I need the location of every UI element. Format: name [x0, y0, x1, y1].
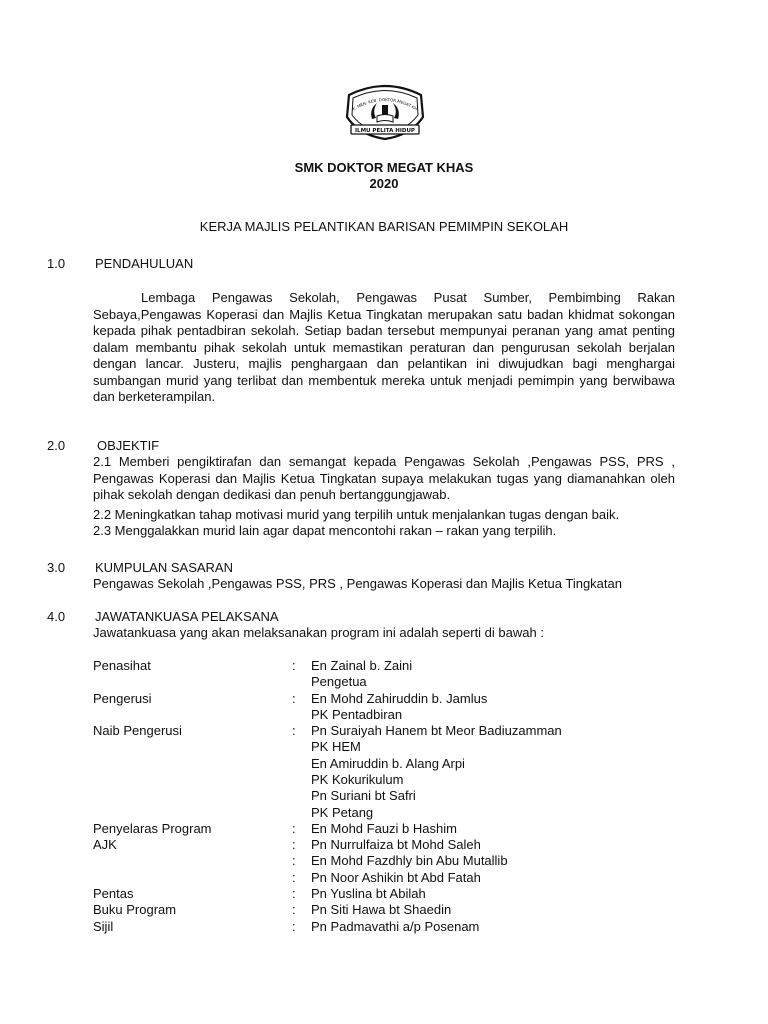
document-year: 2020: [369, 176, 399, 191]
committee-colon: :: [292, 886, 296, 901]
objective-2-1: 2.1 Memberi pengiktirafan dan semangat kepada Pengawas Sekolah ,Pengawas PSS, PRS , Pengawas Koperasi dan Majlis Ketua Tingkatan supaya melakukan tugas yang diamanahkan oleh pihak sekolah dengan dedikasi dan penuh bertanggungjawab.: [93, 454, 675, 502]
section-4-intro: Jawatankuasa yang akan melaksanakan program ini adalah seperti di bawah :: [93, 625, 544, 640]
section-3-number: 3.0: [47, 560, 66, 575]
committee-role: AJK: [93, 837, 117, 852]
section-1-title: PENDAHULUAN: [95, 256, 194, 271]
committee-member: En Mohd Fazdhly bin Abu Mutallib: [311, 853, 508, 868]
section-4-title: JAWATANKUASA PELAKSANA: [95, 609, 279, 624]
committee-colon: :: [292, 837, 296, 852]
logo-arc-text: K. MEN. KEB. DOKTOR MEGAT KH: [351, 96, 419, 112]
committee-role: Buku Program: [93, 902, 177, 917]
committee-member: En Mohd Fauzi b Hashim: [311, 821, 457, 836]
committee-position: PK Kokurikulum: [311, 772, 404, 787]
committee-colon: :: [292, 658, 296, 673]
committee-member: Pn Siti Hawa bt Shaedin: [311, 902, 452, 917]
committee-colon: :: [292, 919, 296, 934]
section-1-paragraph: Lembaga Pengawas Sekolah, Pengawas Pusat Sumber, Pembimbing Rakan Sebaya,Pengawas Koperasi dan Majlis Ketua Tingkatan merupakan satu badan khidmat sokongan kepada pihak pentadbiran sekolah. Setiap badan tersebut mempunyai peranan yang amat penting dalam membantu pihak sekolah untuk memastikan peraturan dan pengurusan sekolah berjalan dengan lancar. Justeru, majlis penghargaan dan pelantikan ini diwujudkan bagi menghargai sumbangan murid yang terlibat dan membentuk mereka untuk menjadi pemimpin yang berwibawa dan berketerampilan.: [93, 290, 675, 404]
logo-motto: ILMU PELITA HIDUP: [355, 128, 415, 134]
committee-member: En Zainal b. Zaini: [311, 658, 413, 673]
committee-role: Naib Pengerusi: [93, 723, 182, 738]
section-3-text: Pengawas Sekolah ,Pengawas PSS, PRS , Pengawas Koperasi dan Majlis Ketua Tingkatan: [93, 576, 622, 591]
committee-position: PK HEM: [311, 739, 361, 754]
objective-2-3: 2.3 Menggalakkan murid lain agar dapat mencontohi rakan – rakan yang terpilih.: [93, 523, 557, 538]
committee-member: Pn Suriani bt Safri: [311, 788, 416, 803]
committee-role: Penyelaras Program: [93, 821, 212, 836]
committee-position: PK Pentadbiran: [311, 707, 403, 722]
committee-role: Penasihat: [93, 658, 151, 673]
committee-member: En Mohd Zahiruddin b. Jamlus: [311, 691, 488, 706]
committee-member: Pn Noor Ashikin bt Abd Fatah: [311, 870, 481, 885]
committee-member: Pn Nurrulfaiza bt Mohd Saleh: [311, 837, 481, 852]
section-2-title: OBJEKTIF: [97, 438, 160, 453]
objective-2-2: 2.2 Meningkatkan tahap motivasi murid yang terpilih untuk menjalankan tugas dengan baik.: [93, 507, 620, 522]
committee-member: En Amiruddin b. Alang Arpi: [311, 756, 465, 771]
committee-colon: :: [292, 691, 296, 706]
committee-colon: :: [292, 870, 296, 885]
committee-position: PK Petang: [311, 805, 374, 820]
committee-member: Pn Padmavathi a/p Posenam: [311, 919, 480, 934]
school-crest-logo: [339, 83, 431, 141]
committee-colon: :: [292, 902, 296, 917]
committee-colon: :: [292, 821, 296, 836]
section-3-title: KUMPULAN SASARAN: [95, 560, 233, 575]
section-1-number: 1.0: [47, 256, 66, 271]
section-4-number: 4.0: [47, 609, 66, 624]
school-name: SMK DOKTOR MEGAT KHAS: [294, 160, 474, 175]
committee-colon: :: [292, 723, 296, 738]
committee-role: Sijil: [93, 919, 114, 934]
committee-member: Pn Suraiyah Hanem bt Meor Badiuzamman: [311, 723, 562, 738]
committee-role: Pengerusi: [93, 691, 152, 706]
committee-member: Pn Yuslina bt Abilah: [311, 886, 426, 901]
committee-colon: :: [292, 853, 296, 868]
document-title: KERJA MAJLIS PELANTIKAN BARISAN PEMIMPIN SEKOLAH: [199, 219, 569, 234]
committee-role: Pentas: [93, 886, 134, 901]
committee-position: Pengetua: [311, 674, 367, 689]
section-2-number: 2.0: [47, 438, 66, 453]
